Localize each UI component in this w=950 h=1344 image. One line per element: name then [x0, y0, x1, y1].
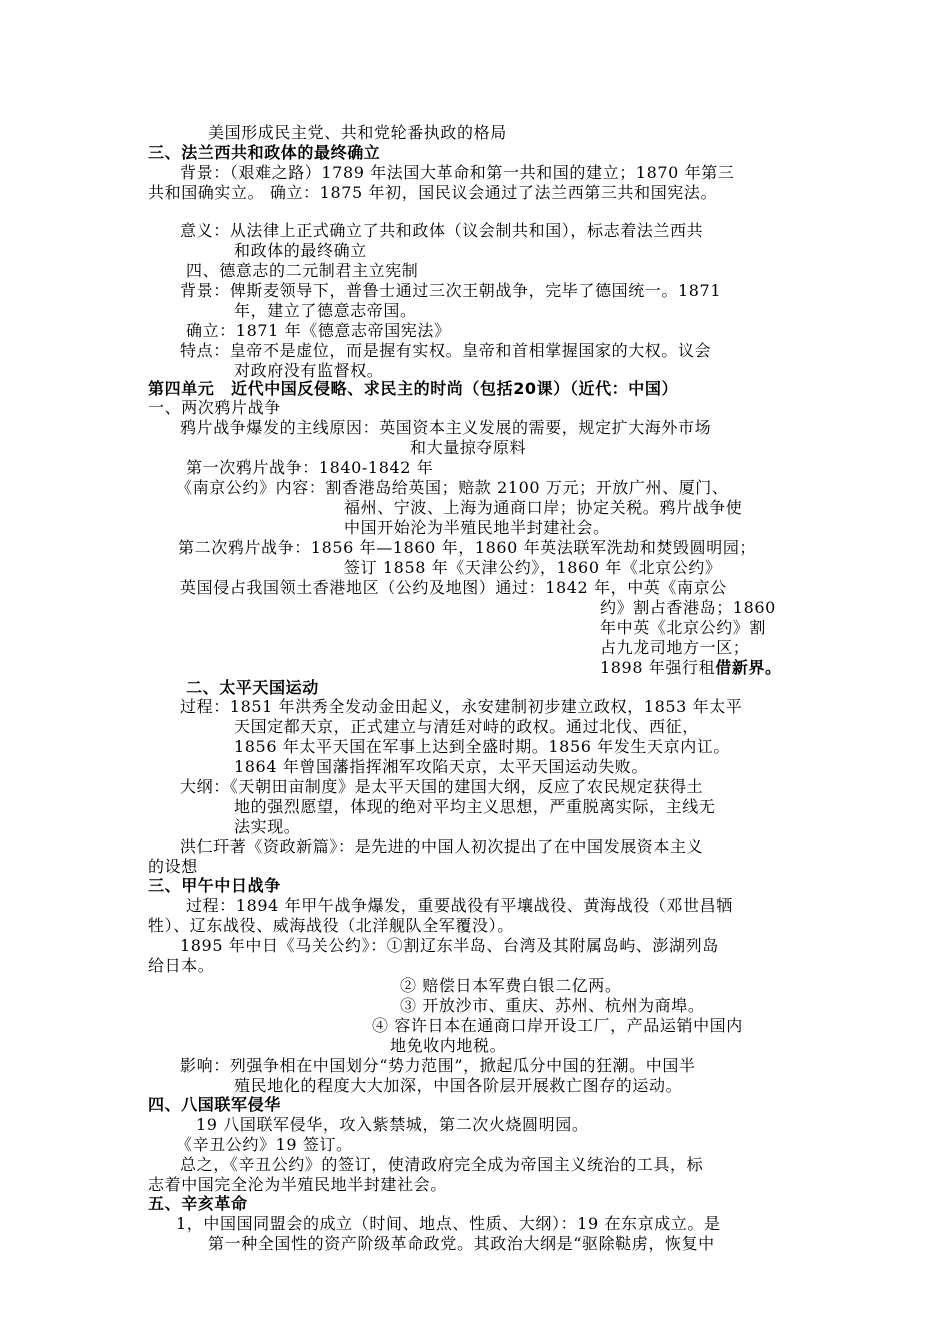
- text-line: 1895 年中日《马关公约》：①割辽东半岛、台湾及其附属岛屿、澎湖列岛: [180, 936, 719, 955]
- treaty-item: ④ 容许日本在通商口岸开设工厂，产品运销中国内: [372, 1016, 743, 1035]
- unit-heading: 第四单元 近代中国反侵略、求民主的时尚（包括20课）（近代：中国）: [148, 379, 679, 398]
- text-line: 年中英《北京公约》割: [600, 618, 767, 637]
- treaty-item: ② 赔偿日本军费白银二亿两。: [400, 976, 622, 995]
- text-line: 影响：列强争相在中国划分“势力范围”，掀起瓜分中国的狂潮。中国半: [180, 1056, 696, 1075]
- section-heading: 一、两次鸦片战争: [148, 398, 281, 417]
- text-line: 的设想: [148, 857, 198, 876]
- text-line: 牲）、辽东战役、威海战役（北洋舰队全军覆没）。: [148, 916, 514, 935]
- text-line: 确立：1871 年《德意志帝国宪法》: [186, 321, 451, 340]
- text-line: 美国形成民主党、共和党轮番执政的格局: [208, 123, 507, 142]
- text-line: 鸦片战争爆发的主线原因：英国资本主义发展的需要，规定扩大海外市场: [180, 418, 712, 437]
- text-line: 《辛丑公约》19 签订。: [176, 1135, 353, 1154]
- section-heading: 三、甲午中日战争: [148, 876, 281, 895]
- text-line: 1864 年曾国藩指挥湘军攻陷天京，太平天国运动失败。: [234, 757, 649, 776]
- text-line: 《南京公约》内容：割香港岛给英国；赔款 2100 万元；开放广州、厦门、: [176, 478, 729, 497]
- text-line: 殖民地化的程度大大加深，中国各阶层开展救亡图存的运动。: [234, 1076, 683, 1095]
- section-heading: 四、八国联军侵华: [148, 1095, 281, 1114]
- text-line: 过程：1851 年洪秀全发动金田起义，永安建制初步建立政权，1853 年太平: [180, 697, 743, 716]
- text-line: 总之，《辛丑公约》的签订，使清政府完全成为帝国主义统治的工具，标: [180, 1155, 704, 1174]
- text-line: 19 八国联军侵华，攻入紫禁城，第二次火烧圆明园。: [196, 1115, 589, 1134]
- section-heading: 二、太平天国运动: [186, 678, 319, 697]
- text-line: 英国侵占我国领土香港地区（公约及地图）通过：1842 年，中英《南京公: [180, 578, 727, 597]
- text-line: 天国定都天京，正式建立与清廷对峙的政权。通过北伐、西征，: [234, 717, 699, 736]
- bold-span: 借新界。: [715, 658, 782, 677]
- text-line: 意义：从法律上正式确立了共和政体（议会制共和国），标志着法兰西共: [180, 221, 704, 240]
- text-line: [600, 658, 782, 678]
- text-line: 对政府没有监督权。: [234, 361, 384, 380]
- section-heading: 三、法兰西共和政体的最终确立: [148, 143, 381, 162]
- text-line: 给日本。: [148, 956, 215, 975]
- text-line: 约》割占香港岛；1860: [600, 598, 776, 617]
- text-line: 1856 年太平天国在军事上达到全盛时期。1856 年发生天京内讧。: [234, 737, 731, 756]
- text-line: 第一种全国性的资产阶级革命政党。其政治大纲是“驱除鞑虏，恢复中: [208, 1234, 715, 1253]
- text-line: 福州、宁波、上海为通商口岸；协定关税。鸦片战争使: [344, 498, 743, 517]
- text-line: 洪仁玕著《资政新篇》：是先进的中国人初次提出了在中国发展资本主义: [180, 837, 704, 856]
- text-span: 1898 年强行租: [600, 658, 716, 677]
- text-line: 志着中国完全沦为半殖民地半封建社会。: [148, 1175, 447, 1194]
- treaty-item: ③ 开放沙市、重庆、苏州、杭州为商埠。: [400, 996, 705, 1015]
- text-line: 第二次鸦片战争：1856 年—1860 年，1860 年英法联军洗劫和焚毁圆明园；: [178, 538, 757, 557]
- text-line: 年，建立了德意志帝国。: [234, 301, 417, 320]
- text-line: 大纲：《天朝田亩制度》是太平天国的建国大纲，反应了农民规定获得土: [180, 777, 704, 796]
- text-line: 和政体的最终确立: [234, 241, 367, 260]
- text-line: 和大量掠夺原料: [410, 438, 527, 457]
- text-line: 背景：俾斯麦领导下，普鲁士通过三次王朝战争，完毕了德国统一。1871: [180, 281, 722, 300]
- text-line: 背景：（艰难之路）1789 年法国大革命和第一共和国的建立；1870 年第三: [180, 163, 735, 182]
- text-line: 地的强烈愿望，体现的绝对平均主义思想，严重脱离实际，主线无: [234, 797, 716, 816]
- section-heading: 四、德意志的二元制君主立宪制: [186, 261, 419, 280]
- text-line: 1，中国国同盟会的成立（时间、地点、性质、大纲）：19 在东京成立。是: [176, 1214, 721, 1233]
- text-line: 特点：皇帝不是虚位，而是握有实权。皇帝和首相掌握国家的大权。议会: [180, 341, 712, 360]
- text-line: 中国开始沦为半殖民地半封建社会。: [344, 518, 610, 537]
- text-line: 占九龙司地方一区；: [600, 638, 750, 657]
- text-line: 共和国确实立。 确立：1875 年初，国民议会通过了法兰西第三共和国宪法。: [148, 183, 718, 202]
- text-line: 过程：1894 年甲午战争爆发，重要战役有平壤战役、黄海战役（邓世昌牺: [186, 896, 733, 915]
- text-line: 签订 1858 年《天津公约》，1860 年《北京公约》: [344, 558, 722, 577]
- section-heading: 五、辛亥革命: [148, 1194, 248, 1213]
- text-line: 地免收内地税。: [390, 1036, 507, 1055]
- text-line: 第一次鸦片战争：1840-1842 年: [186, 458, 434, 477]
- text-line: 法实现。: [234, 817, 301, 836]
